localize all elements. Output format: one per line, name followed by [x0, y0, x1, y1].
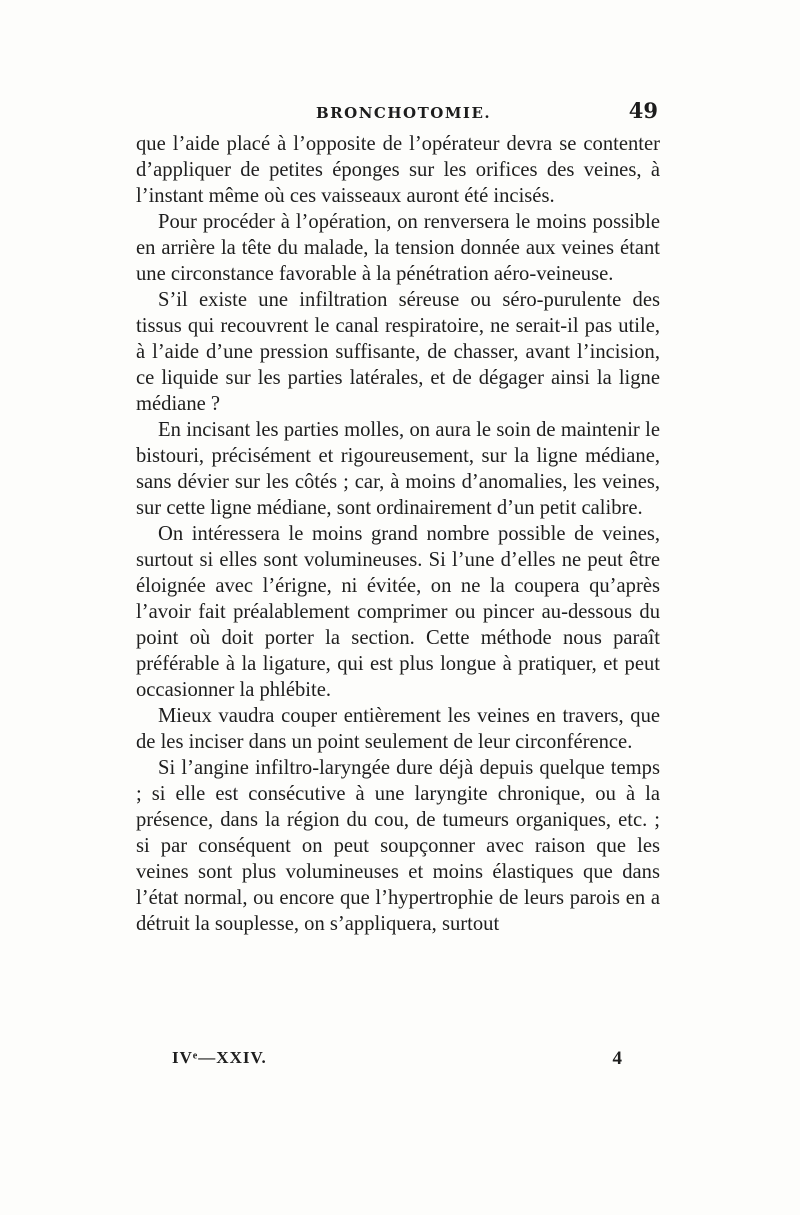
running-title: BRONCHOTOMIE. — [316, 104, 492, 122]
paragraph: En incisant les parties molles, on aura le soin de maintenir le bistouri, précisément et rigoureusement, sur la ligne médiane, sans dévier sur les côtés ; car, à moins d’anomalies, les veines, sur cette ligne médiane, sont ordinairement d’un petit calibre. — [136, 419, 660, 519]
page-number: 49 — [628, 98, 658, 123]
paragraph-continuation: que l’aide placé à l’opposite de l’opérateur devra se contenter d’appliquer de petites éponges sur les orifices des veines, à l’instant même où ces vaisseaux auront été incisés. — [136, 133, 660, 207]
body-text — [136, 131, 660, 937]
signature-line — [172, 1048, 622, 1074]
signature-mark: IVᵉ—XXIV. — [172, 1048, 267, 1067]
running-head — [136, 98, 658, 128]
paragraph: S’il existe une infiltration séreuse ou séro-purulente des tissus qui recouvrent le canal respiratoire, ne serait-il pas utile, à l’aide d’une pression suffisante, de chasser, avant l’incision, ce liquide sur les parties latérales, et de dégager ainsi la ligne médiane ? — [136, 289, 660, 415]
paragraph: Si l’angine infiltro-laryngée dure déjà depuis quelque temps ; si elle est consécutive à une laryngite chronique, ou à la présence, dans la région du cou, de tumeurs organiques, etc. ; si par conséquent on peut soupçonner avec raison que les veines sont plus volumineuses et moins élastiques que dans l’état normal, ou encore que l’hypertrophie de leurs parois en a détruit la souplesse, on s’appliquera, surtout — [136, 757, 660, 935]
paragraph: Mieux vaudra couper entièrement les veines en travers, que de les inciser dans un point seulement de leur circonférence. — [136, 705, 660, 753]
signature-number: 4 — [612, 1048, 622, 1069]
paragraph: On intéressera le moins grand nombre possible de veines, surtout si elles sont volumineuses. Si l’une d’elles ne peut être éloignée avec l’érigne, ni évitée, on ne la coupera qu’après l’avoir fait préalablement comprimer ou pincer au-dessous du point où doit porter la section. Cette méthode nous paraît préférable à la ligature, qui est plus longue à pratiquer, et peut occasionner la phlébite. — [136, 523, 660, 701]
paragraph: Pour procéder à l’opération, on renversera le moins possible en arrière la tête du malade, la tension donnée aux veines étant une circonstance favorable à la pénétration aéro-veineuse. — [136, 211, 660, 285]
